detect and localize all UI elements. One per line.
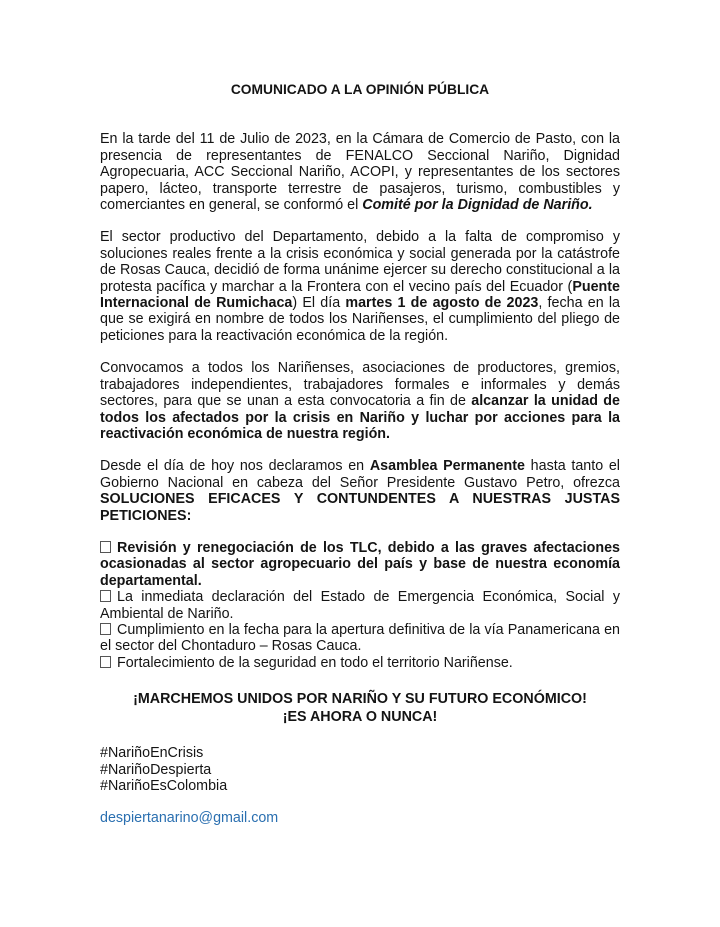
checkbox-icon [100, 623, 111, 635]
paragraph-text: hasta tanto el Gobierno Nacional en cabeza del Señor Presidente Gustavo Petro, ofrezca [100, 458, 620, 491]
list-item [100, 589, 620, 622]
demands-list [100, 540, 620, 671]
checkbox-icon [100, 590, 111, 602]
list-item-text: Cumplimiento en la fecha para la apertura definitiva de la vía Panamericana en el sector del Chontaduro – Rosas Cauca. [100, 621, 620, 655]
document-title: COMUNICADO A LA OPINIÓN PÚBLICA [230, 82, 490, 97]
hashtag: #NariñoDespierta [100, 761, 212, 778]
document-page [100, 82, 620, 827]
list-item-text: Revisión y renegociación de los TLC, debido a las graves afectaciones ocasionadas al sector agropecuario del país y base de nuestra economía departamental. [100, 539, 620, 589]
march-date: martes 1 de agosto de 2023 [345, 295, 539, 312]
slogan-line: ¡MARCHEMOS UNIDOS POR NARIÑO Y SU FUTURO ECONÓMICO! [133, 691, 587, 708]
list-item [100, 655, 620, 671]
demands-heading: SOLUCIONES EFICACES Y CONTUNDENTES A NUESTRAS JUSTAS PETICIONES: [100, 491, 620, 524]
assembly-label: Asamblea Permanente [369, 458, 525, 475]
list-item [100, 540, 620, 589]
hashtag: #NariñoEnCrisis [100, 745, 204, 762]
hashtag: #NariñoEsColombia [100, 778, 228, 794]
paragraph-march [100, 229, 620, 344]
list-item-text: Fortalecimiento de la seguridad en todo el territorio Nariñense. [117, 654, 513, 671]
hashtag-list [100, 745, 620, 794]
paragraph-text: , fecha en la que se exigirá en nombre de todos los Nariñenses, el cumplimiento del pliego de peticiones para la reactivación económica de la región. [100, 295, 620, 344]
bridge-name: Puente Internacional de Rumichaca [100, 278, 620, 312]
list-item-text: La inmediata declaración del Estado de Emergencia Económica, Social y Ambiental de Nariño. [100, 589, 620, 622]
paragraph-text: En la tarde del 11 de Julio de 2023, en la Cámara de Comercio de Pasto, con la presencia de representantes de FENALCO Seccional Nariño, Dignidad Agropecuaria, ACC Seccional Nariño, ACOPI, y representantes de los sectores papero, lácteo, transporte terrestre de pasajeros, turismo, combustibles y comerciantes en general, se conformó el [100, 131, 620, 214]
paragraph-text: ) El día [292, 295, 346, 312]
slogan [100, 690, 620, 726]
committee-name: Comité por la Dignidad de Nariño. [362, 197, 593, 214]
paragraph-assembly [100, 458, 620, 524]
paragraph-text: Convocamos a todos los Nariñenses, asociaciones de productores, gremios, trabajadores independientes, trabajadores formales e informales y demás sectores, para que se unan a esta convocatoria a fin de [100, 360, 620, 410]
paragraph-text: El sector productivo del Departamento, debido a la falta de compromiso y soluciones reales frente a la crisis económica y social generada por la catástrofe de Rosas Cauca, decidió de forma unánime ejercer su derecho constitucional a la protesta pacífica y marchar a la Frontera con el vecino país del Ecuador ( [100, 229, 620, 295]
contact-email-link[interactable]: despiertanarino@gmail.com [100, 810, 279, 827]
list-item [100, 622, 620, 655]
checkbox-icon [100, 541, 111, 553]
paragraph-call [100, 360, 620, 442]
checkbox-icon [100, 656, 111, 668]
slogan-line: ¡ES AHORA O NUNCA! [282, 709, 438, 726]
paragraph-committee [100, 131, 620, 213]
call-goal: alcanzar la unidad de todos los afectados por la crisis en Nariño y luchar por acciones para la reactivación económica de nuestra región. [100, 393, 620, 442]
paragraph-text: Desde el día de hoy nos declaramos en [100, 458, 370, 475]
